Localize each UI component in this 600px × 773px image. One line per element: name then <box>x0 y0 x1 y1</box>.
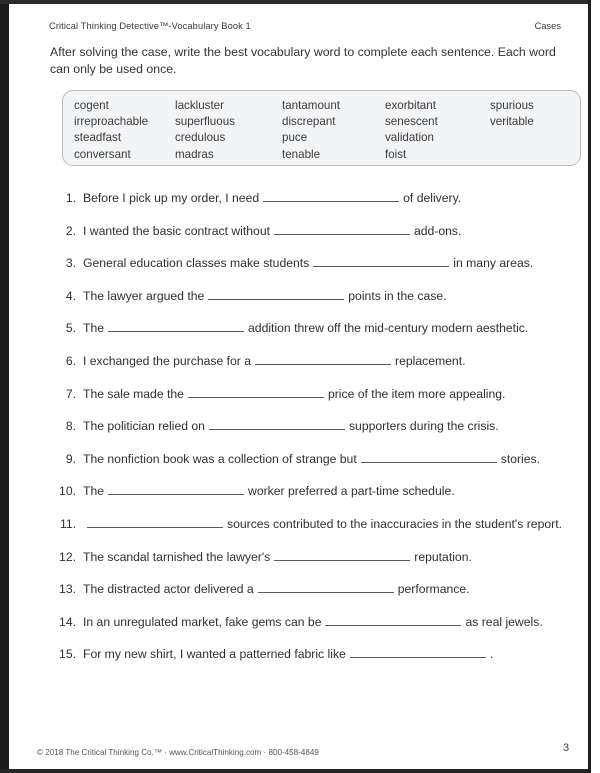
answer-blank[interactable] <box>255 353 391 365</box>
question-number: 11. <box>59 516 76 531</box>
answer-blank[interactable] <box>108 483 244 495</box>
question-text-before: In an unregulated market, fake gems can be <box>83 614 322 629</box>
question-text <box>83 320 528 335</box>
question-text <box>83 288 447 303</box>
word-bank-word: credulous <box>175 131 226 145</box>
question-row <box>50 418 570 451</box>
question-number: 8. <box>65 419 76 434</box>
question-text-before: Before I pick up my order, I need <box>83 191 260 205</box>
question-text-after: performance. <box>397 582 470 597</box>
answer-blank[interactable] <box>208 288 344 300</box>
question-text <box>83 353 465 368</box>
question-text-before: I wanted the basic contract without <box>83 223 270 238</box>
answer-blank[interactable] <box>188 386 324 398</box>
word-bank-column <box>74 98 148 163</box>
question-row <box>50 549 570 582</box>
word-bank-word: cogent <box>74 99 109 112</box>
answer-blank[interactable] <box>361 451 497 463</box>
question-text-after: in many areas. <box>453 256 534 271</box>
word-bank-word: madras <box>175 147 214 161</box>
question-number: 13. <box>59 582 76 597</box>
question-text <box>83 223 461 238</box>
page-header <box>49 21 561 31</box>
question-text <box>83 386 505 401</box>
word-bank-column <box>490 98 534 130</box>
question-text <box>83 646 493 661</box>
page-sheet <box>9 4 588 769</box>
question-text <box>83 614 543 629</box>
question-text-after: of delivery. <box>403 191 462 205</box>
question-text-before: The <box>83 321 105 336</box>
question-text <box>83 190 461 205</box>
word-bank-word: spurious <box>490 99 534 112</box>
question-row <box>50 614 570 647</box>
question-text-after: sources contributed to the inaccuracies in the student's report. <box>227 516 562 531</box>
question-text-before: General education classes make students <box>83 256 310 271</box>
instructions-text: After solving the case, write the best vocabulary word to complete each sentence. Each word can only be used once. <box>50 45 556 76</box>
question-number: 10. <box>59 484 76 499</box>
scan-edge-bottom <box>0 769 600 773</box>
word-bank-word: tenable <box>282 147 321 161</box>
question-row <box>50 483 570 516</box>
question-text-after: reputation. <box>414 549 472 564</box>
question-text-after: worker preferred a part-time schedule. <box>248 484 455 499</box>
word-bank-columns <box>63 91 582 167</box>
word-bank-box <box>62 90 581 166</box>
question-number: 9. <box>65 451 76 466</box>
word-bank-word: lackluster <box>175 99 224 112</box>
answer-blank[interactable] <box>258 581 394 593</box>
question-number: 12. <box>59 549 76 564</box>
question-number: 5. <box>65 321 76 336</box>
question-text <box>83 549 472 564</box>
question-text-after: stories. <box>500 451 541 466</box>
question-number: 14. <box>59 614 76 629</box>
question-row <box>50 451 570 484</box>
word-bank-word: steadfast <box>74 131 122 145</box>
question-number: 4. <box>65 288 76 303</box>
question-row <box>50 288 570 321</box>
question-number: 15. <box>59 647 76 662</box>
scan-edge-left <box>0 0 9 773</box>
question-row <box>50 386 570 419</box>
question-text-after: replacement. <box>395 353 466 368</box>
word-bank-word: conversant <box>74 147 131 161</box>
question-row <box>50 516 570 549</box>
question-text-before: The lawyer argued the <box>83 288 205 303</box>
question-text-after: as real jewels. <box>465 614 543 629</box>
word-bank-column <box>282 98 340 163</box>
question-number: 6. <box>65 353 76 368</box>
question-text-before: The politician relied on <box>83 419 205 434</box>
answer-blank[interactable] <box>350 646 486 658</box>
word-bank-word: discrepant <box>282 115 336 129</box>
questions-list <box>50 190 570 679</box>
answer-blank[interactable] <box>209 418 345 430</box>
question-row <box>50 223 570 256</box>
word-bank-word: veritable <box>490 115 534 129</box>
question-text-after: points in the case. <box>348 288 447 303</box>
answer-blank[interactable] <box>274 223 410 235</box>
word-bank-word: superfluous <box>175 115 235 129</box>
answer-blank[interactable] <box>263 190 399 202</box>
question-text-before: For my new shirt, I wanted a patterned fabric like <box>83 647 346 662</box>
answer-blank[interactable] <box>274 549 410 561</box>
question-text-before: The sale made the <box>83 386 184 401</box>
question-row <box>50 353 570 386</box>
question-text-before: The scandal tarnished the lawyer's <box>83 549 271 564</box>
word-bank-word: tantamount <box>282 99 341 112</box>
word-bank-column <box>385 98 438 163</box>
question-text-before: The distracted actor delivered a <box>83 582 254 597</box>
question-text <box>83 255 533 270</box>
question-row <box>50 255 570 288</box>
question-row <box>50 190 570 223</box>
question-text-before: The <box>83 484 105 499</box>
question-text <box>83 516 562 531</box>
question-number: 7. <box>65 386 76 401</box>
scan-margin-right <box>591 0 600 773</box>
page-footer <box>37 742 570 757</box>
answer-blank[interactable] <box>325 614 461 626</box>
question-text-after: price of the item more appealing. <box>327 386 506 401</box>
question-number: 3. <box>65 256 76 271</box>
word-bank-word: irreproachable <box>74 115 149 129</box>
answer-blank[interactable] <box>313 255 449 267</box>
answer-blank[interactable] <box>108 320 244 332</box>
answer-blank[interactable] <box>87 516 223 528</box>
question-text <box>83 483 455 498</box>
word-bank-word: senescent <box>385 115 438 129</box>
question-number: 2. <box>65 223 76 238</box>
copyright-text: © 2018 The Critical Thinking Co.™ · www.CriticalThinking.com · 800-458-4849 <box>37 748 319 757</box>
word-bank-word: exorbitant <box>385 99 436 112</box>
question-row <box>50 581 570 614</box>
word-bank-word: validation <box>385 131 434 145</box>
page-number: 3 <box>563 742 570 754</box>
book-title: Critical Thinking Detective™-Vocabulary Book 1 <box>49 21 251 31</box>
question-text <box>83 418 499 433</box>
question-number: 1. <box>65 191 76 205</box>
section-label: Cases <box>534 21 561 31</box>
question-row <box>50 646 570 679</box>
question-text-after: addition threw off the mid-century modern aesthetic. <box>248 321 529 336</box>
question-text-after: . <box>489 647 494 662</box>
question-text-before: The nonfiction book was a collection of strange but <box>83 451 357 466</box>
question-text <box>83 581 470 596</box>
question-text <box>83 451 540 466</box>
word-bank-word: puce <box>282 131 308 145</box>
question-text-after: supporters during the crisis. <box>348 419 499 434</box>
word-bank-word: foist <box>385 147 407 161</box>
question-text-after: add-ons. <box>413 223 462 238</box>
question-text-before: I exchanged the purchase for a <box>83 353 252 368</box>
word-bank-column <box>175 98 235 163</box>
question-row <box>50 320 570 353</box>
